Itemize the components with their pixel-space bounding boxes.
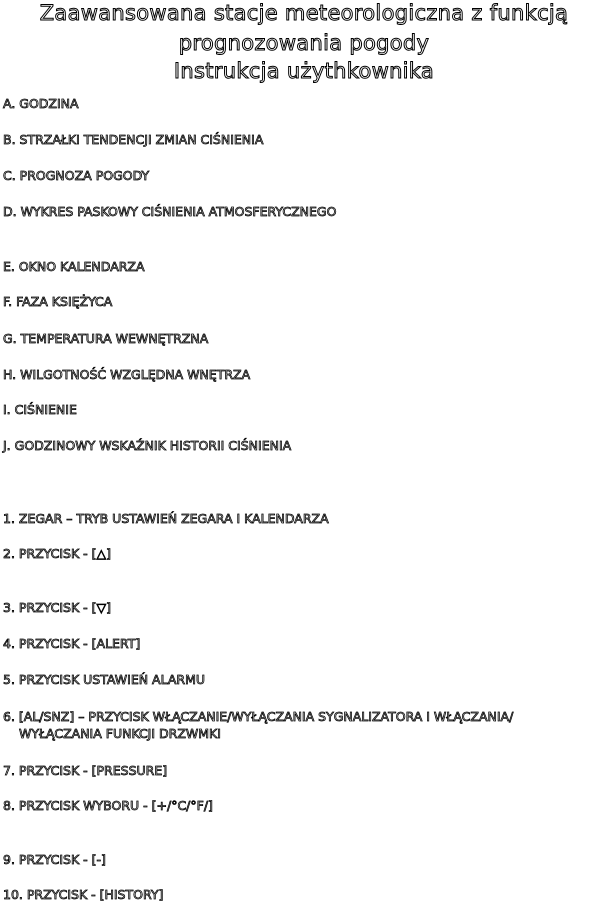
button-3-down: 3. PRZYCISK - [▽] (3, 600, 112, 615)
button-10-history: 10. PRZYCISK - [HISTORY] (3, 887, 164, 902)
part-b-pressure-trend-arrows: B. STRZAŁKI TENDENCJI ZMIAN CIŚNIENIA (3, 132, 264, 147)
button-5-alarm-settings: 5. PRZYCISK USTAWIEŃ ALARMU (3, 672, 206, 687)
button-8-select: 8. PRZYCISK WYBORU - [+/°C/°F/] (3, 798, 213, 813)
part-j-pressure-history-indicator: J. GODZINOWY WSKAŹNIK HISTORII CIŚNIENIA (3, 438, 292, 453)
part-h-indoor-humidity: H. WILGOTNOŚĆ WZGLĘDNA WNĘTRZA (3, 367, 251, 382)
title-line-1: Zaawansowana stacje meteorologiczna z funkcją (39, 1, 569, 25)
button-1-clock-mode: 1. ZEGAR – TRYB USTAWIEŃ ZEGARA I KALENDARZA (3, 511, 329, 526)
part-i-pressure: I. CIŚNIENIE (3, 402, 77, 417)
part-e-calendar-window: E. OKNO KALENDARZA (3, 259, 145, 274)
button-6-line-1: 6. [AL/SNZ] – PRZYCISK WŁĄCZANIE/WYŁĄCZANIA SYGNALIZATORA I WŁĄCZANIA/ (3, 709, 514, 724)
part-d-pressure-bar-chart: D. WYKRES PASKOWY CIŚNIENIA ATMOSFERYCZNEGO (3, 204, 337, 219)
title-line-2: prognozowania pogody (178, 31, 430, 55)
part-a-clock: A. GODZINA (3, 96, 79, 111)
button-4-alert: 4. PRZYCISK - [ALERT] (3, 636, 141, 651)
button-6-al-snz (3, 708, 603, 742)
part-c-weather-forecast: C. PROGNOZA POGODY (3, 168, 150, 183)
part-g-indoor-temperature: G. TEMPERATURA WEWNĘTRZNA (3, 331, 209, 346)
title-line-3: Instrukcja użythkownika (173, 59, 435, 83)
button-2-up: 2. PRZYCISK - [△] (3, 546, 112, 561)
button-6-line-2: WYŁĄCZANIA FUNKCJI DRZWMKI (19, 726, 221, 741)
part-f-moon-phase: F. FAZA KSIĘŻYCA (3, 294, 113, 309)
button-7-pressure: 7. PRZYCISK - [PRESSURE] (3, 763, 168, 778)
button-9-minus: 9. PRZYCISK - [-] (3, 852, 106, 867)
